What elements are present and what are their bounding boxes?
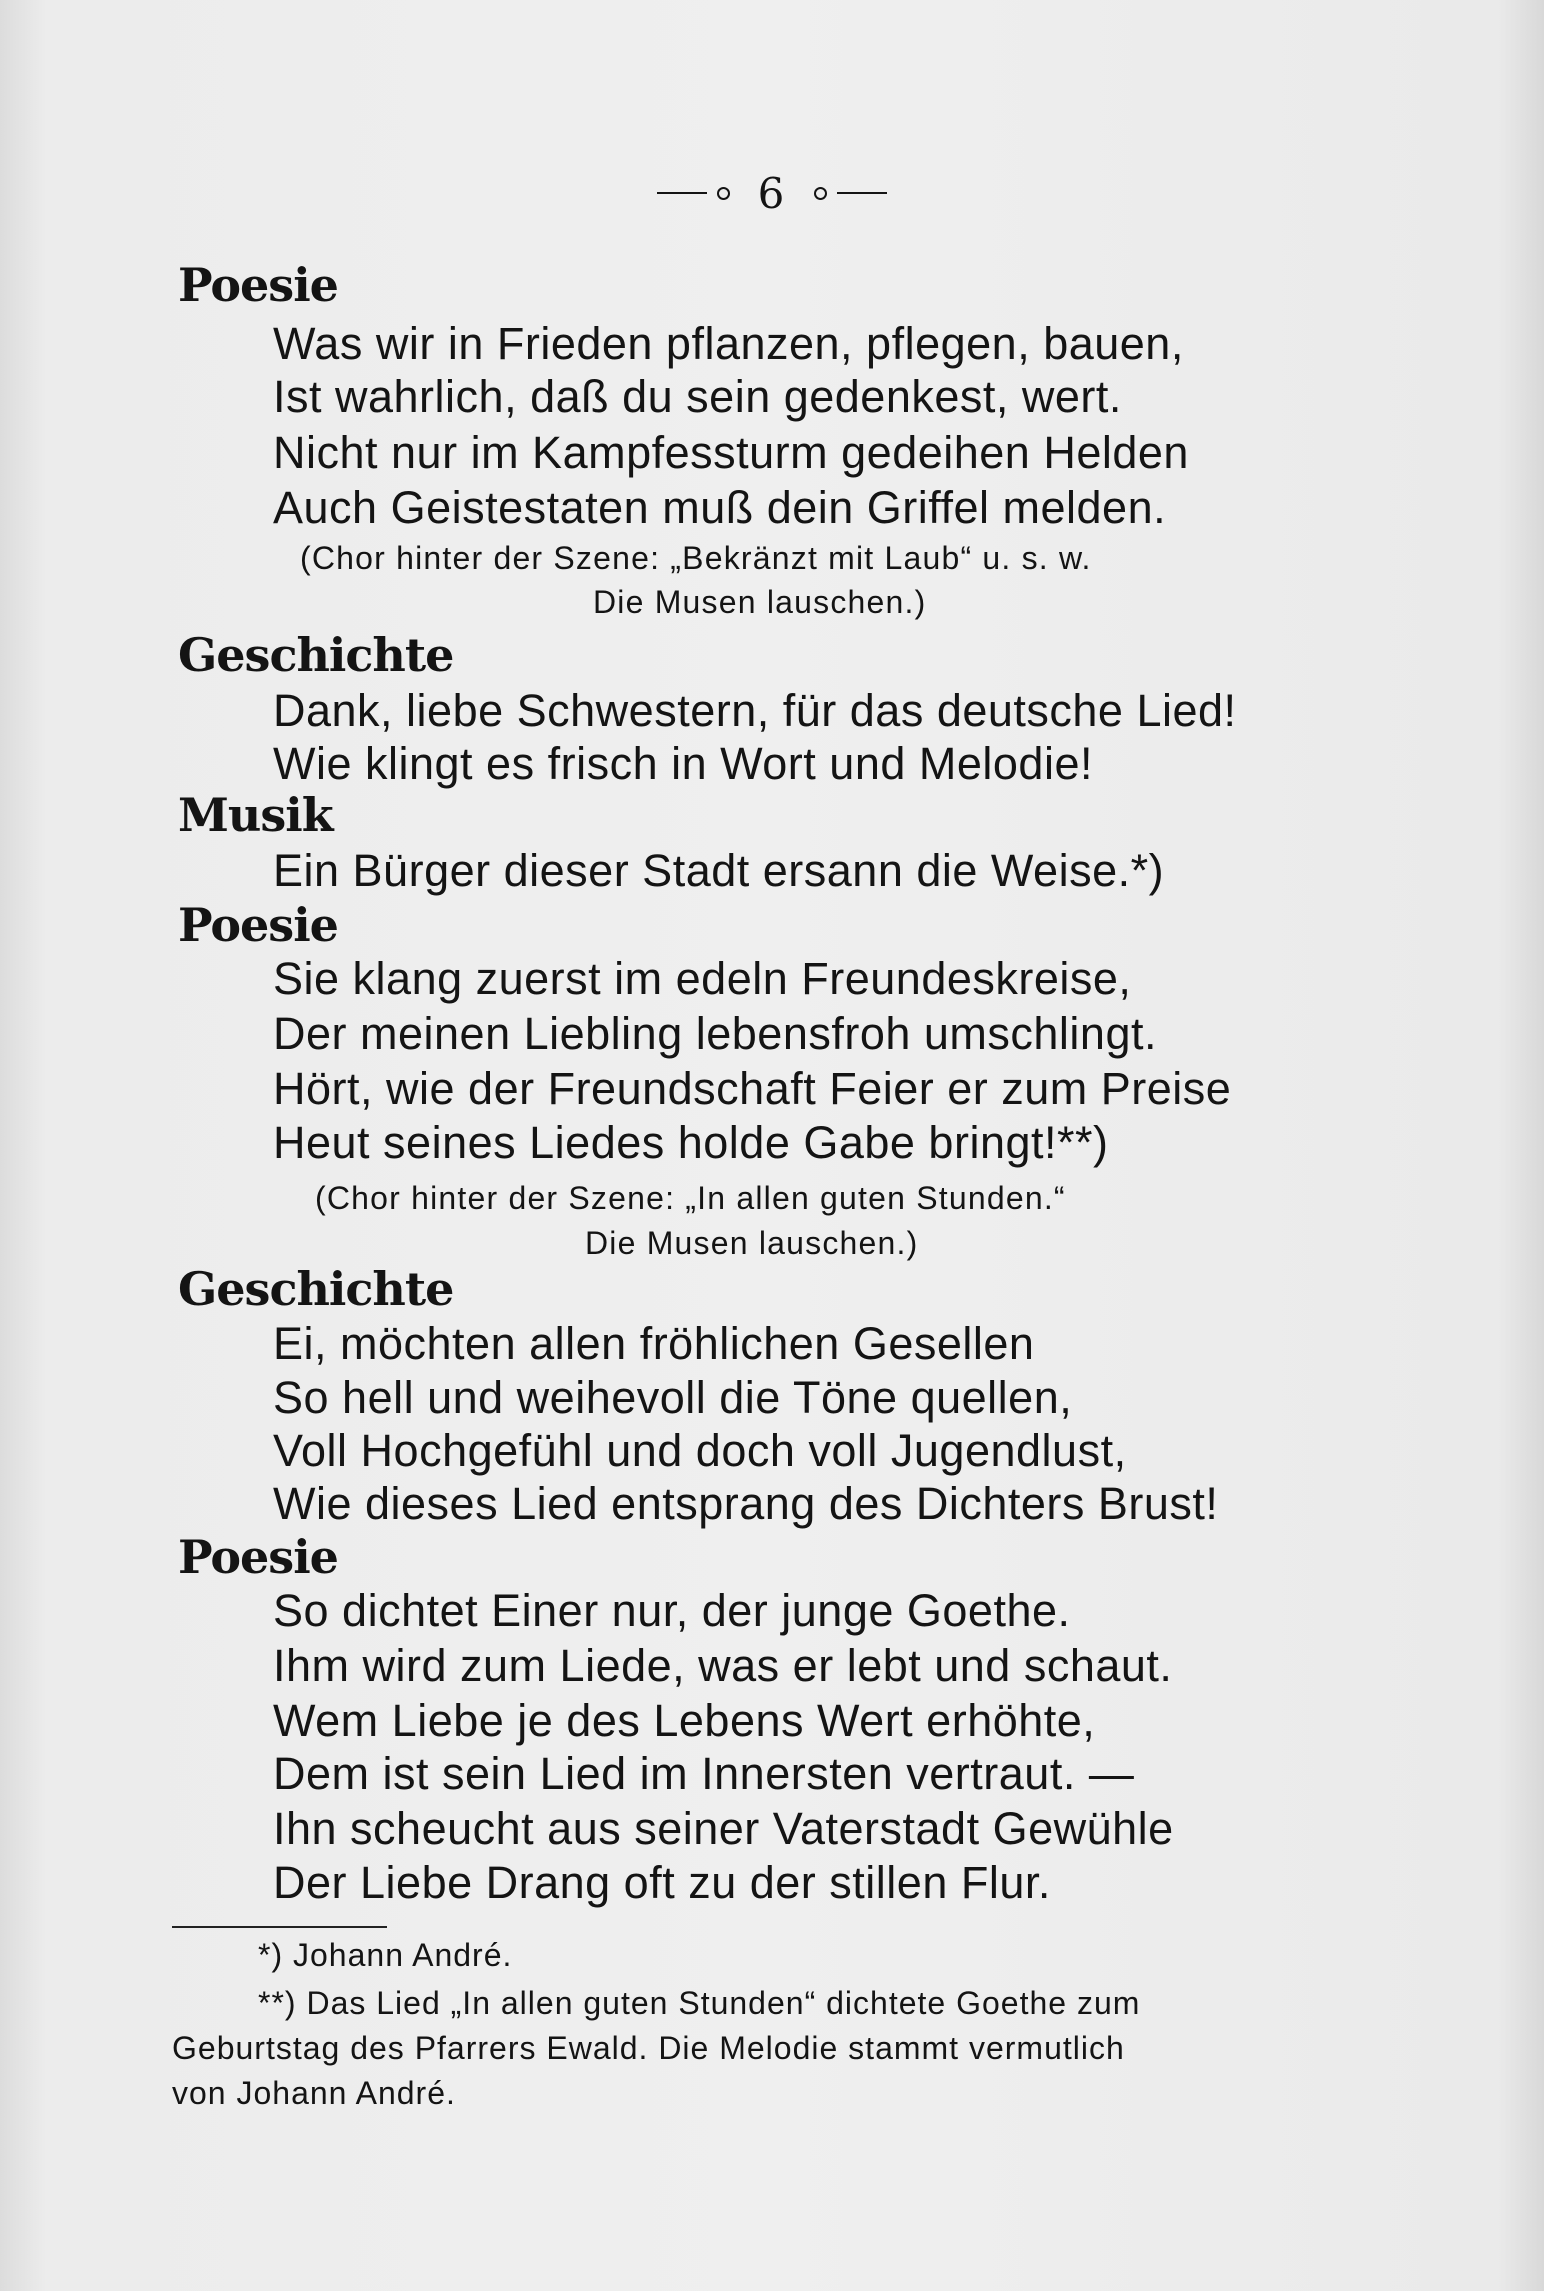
stage-direction: (Chor hinter der Szene: „In allen guten Stunden.“ [315,1180,1066,1216]
ornament-dash-left [657,192,707,194]
footnote: Geburtstag des Pfarrers Ewald. Die Melodie stammt vermutlich [172,2030,1125,2066]
verse-line: Ihm wird zum Liede, was er lebt und schaut. [273,1640,1173,1691]
speaker-label: Poesie [178,258,338,312]
stage-direction: Die Musen lauschen.) [593,584,927,620]
verse-line: Der Liebe Drang oft zu der stillen Flur. [273,1857,1051,1908]
verse-line: Ei, möchten allen fröhlichen Gesellen [273,1318,1035,1369]
verse-line: Was wir in Frieden pflanzen, pflegen, bauen, [273,318,1184,369]
footnote: **) Das Lied „In allen guten Stunden“ dichtete Goethe zum [258,1985,1141,2021]
footnote: von Johann André. [172,2075,456,2111]
verse-line: Nicht nur im Kampfessturm gedeihen Helden [273,427,1189,478]
verse-line: So hell und weihevoll die Töne quellen, [273,1372,1073,1423]
verse-line: Sie klang zuerst im edeln Freundeskreise, [273,953,1132,1004]
verse-line: Der meinen Liebling lebensfroh umschlingt. [273,1008,1157,1059]
page-number-header [0,168,1544,218]
speaker-label: Geschichte [178,1262,454,1316]
ornament-circle-right [814,187,827,200]
verse-line: Voll Hochgefühl und doch voll Jugendlust, [273,1425,1127,1476]
footnote-divider [172,1926,387,1928]
ornament-dash-right [837,192,887,194]
speaker-label: Musik [178,788,333,842]
verse-line: Ein Bürger dieser Stadt ersann die Weise.*) [273,845,1165,896]
stage-direction: (Chor hinter der Szene: „Bekränzt mit Laub“ u. s. w. [300,540,1092,576]
verse-line: Wie dieses Lied entsprang des Dichters Brust! [273,1478,1219,1529]
verse-line: Ist wahrlich, daß du sein gedenkest, wert. [273,371,1122,422]
verse-line: Ihn scheucht aus seiner Vaterstadt Gewühle [273,1803,1174,1854]
ornament-circle-left [717,187,730,200]
page-number: 6 [757,168,787,218]
verse-line: Dem ist sein Lied im Innersten vertraut. — [273,1748,1135,1799]
speaker-label: Poesie [178,1530,338,1584]
speaker-label: Geschichte [178,628,454,682]
verse-line: Hört, wie der Freundschaft Feier er zum Preise [273,1063,1232,1114]
footnote: *) Johann André. [258,1937,513,1973]
verse-line: So dichtet Einer nur, der junge Goethe. [273,1585,1071,1636]
verse-line: Wie klingt es frisch in Wort und Melodie! [273,738,1093,789]
verse-line: Dank, liebe Schwestern, für das deutsche Lied! [273,685,1237,736]
stage-direction: Die Musen lauschen.) [585,1225,919,1261]
verse-line: Wem Liebe je des Lebens Wert erhöhte, [273,1695,1096,1746]
speaker-label: Poesie [178,898,338,952]
verse-line: Auch Geistestaten muß dein Griffel melden. [273,482,1167,533]
verse-line: Heut seines Liedes holde Gabe bringt!**) [273,1117,1109,1168]
